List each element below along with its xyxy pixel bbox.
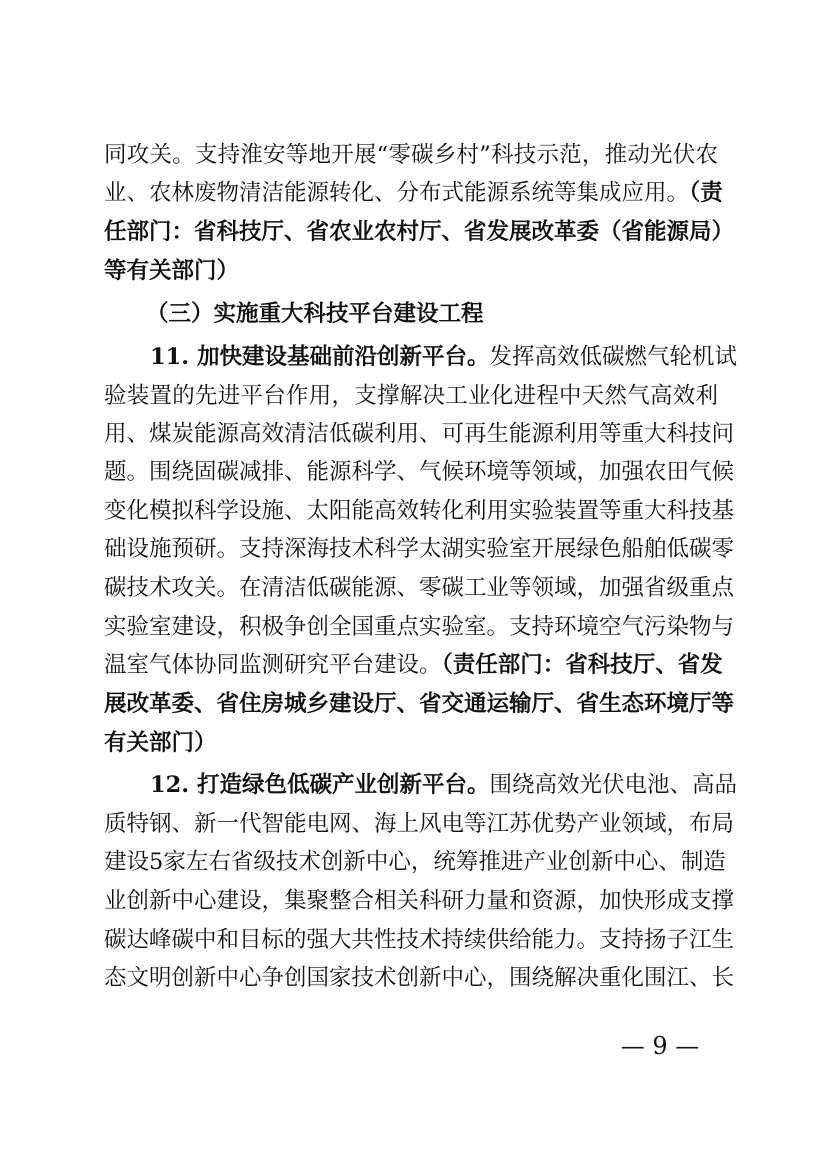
text-segment: 础设施预研。支持深海技术科学太湖实验室开展绿色船舶低碳零 <box>104 536 735 562</box>
bold-text-segment: 11. 加快建设基础前沿创新平台。 <box>150 344 490 370</box>
text-line <box>104 217 735 247</box>
page-number: — 9 — <box>620 1032 700 1060</box>
text-segment: 业创新中心建设，集聚整合相关科研力量和资源，加快形成支撑 <box>104 888 735 914</box>
section-heading <box>146 299 484 329</box>
text-line <box>104 847 726 877</box>
text-segment: 同攻关。支持淮安等地开展“零碳乡村”科技示范，推动光伏农 <box>104 142 718 168</box>
text-segment: 变化模拟科学设施、太阳能高效转化利用实验装置等重大科技基 <box>104 498 735 524</box>
bold-text-segment: 展改革委、省住房城乡建设厅、省交通运输厅、省生态环境厅等 <box>104 691 735 717</box>
text-segment: 实验室建设，积极争创全国重点实验室。支持环境空气污染物与 <box>104 614 735 640</box>
bold-text-segment: （责任部门：省科技厅、省发 <box>441 652 723 678</box>
text-line <box>104 573 735 603</box>
text-line <box>104 457 735 487</box>
text-line <box>104 419 735 449</box>
text-segment: 发挥高效低碳燃气轮机试 <box>489 344 737 370</box>
text-segment: 温室气体协同监测研究平台建设。 <box>104 652 442 678</box>
text-segment: 围绕高效光伏电池、高品 <box>489 772 737 798</box>
paragraph-start-11 <box>150 342 737 372</box>
text-line <box>104 256 239 286</box>
text-segment: 验装置的先进平台作用，支撑解决工业化进程中天然气高效利 <box>104 383 718 409</box>
text-line <box>104 650 723 680</box>
text-line <box>104 925 735 955</box>
text-segment: 态文明创新中心争创国家技术创新中心，围绕解决重化围江、长 <box>104 965 735 991</box>
bold-text-segment: （三）实施重大科技平台建设工程 <box>146 301 484 327</box>
bold-text-segment: 12. 打造绿色低碳产业创新平台。 <box>150 772 490 798</box>
text-line <box>104 809 735 839</box>
text-line <box>104 689 735 719</box>
text-segment: 用、煤炭能源高效清洁低碳利用、可再生能源利用等重大科技问 <box>104 421 735 447</box>
text-line <box>104 381 718 411</box>
text-segment: 质特钢、新一代智能电网、海上风电等江苏优势产业领域，布局 <box>104 811 735 837</box>
text-line <box>104 534 735 564</box>
bold-text-segment: 任部门：省科技厅、省农业农村厅、省发展改革委（省能源局） <box>104 219 735 245</box>
text-line <box>104 886 735 916</box>
text-line <box>104 728 217 758</box>
text-segment: 碳达峰碳中和目标的强大共性技术持续供给能力。支持扬子江生 <box>104 927 735 953</box>
paragraph-start-12 <box>150 770 737 800</box>
text-line <box>104 140 718 170</box>
text-segment: 题。围绕固碳减排、能源科学、气候环境等领域，加强农田气候 <box>104 459 735 485</box>
bold-text-segment: 等有关部门） <box>104 258 240 284</box>
text-segment: 建设5家左右省级技术创新中心，统筹推进产业创新中心、制造 <box>104 849 726 875</box>
text-line <box>104 963 735 993</box>
text-segment: 碳技术攻关。在清洁低碳能源、零碳工业等领域，加强省级重点 <box>104 575 735 601</box>
bold-text-segment: （责 <box>689 180 723 206</box>
text-line <box>104 496 735 526</box>
text-line <box>104 178 723 208</box>
text-segment: 业、农林废物清洁能源转化、分布式能源系统等集成应用。 <box>104 180 690 206</box>
bold-text-segment: 有关部门） <box>104 730 217 756</box>
text-line <box>104 612 735 642</box>
